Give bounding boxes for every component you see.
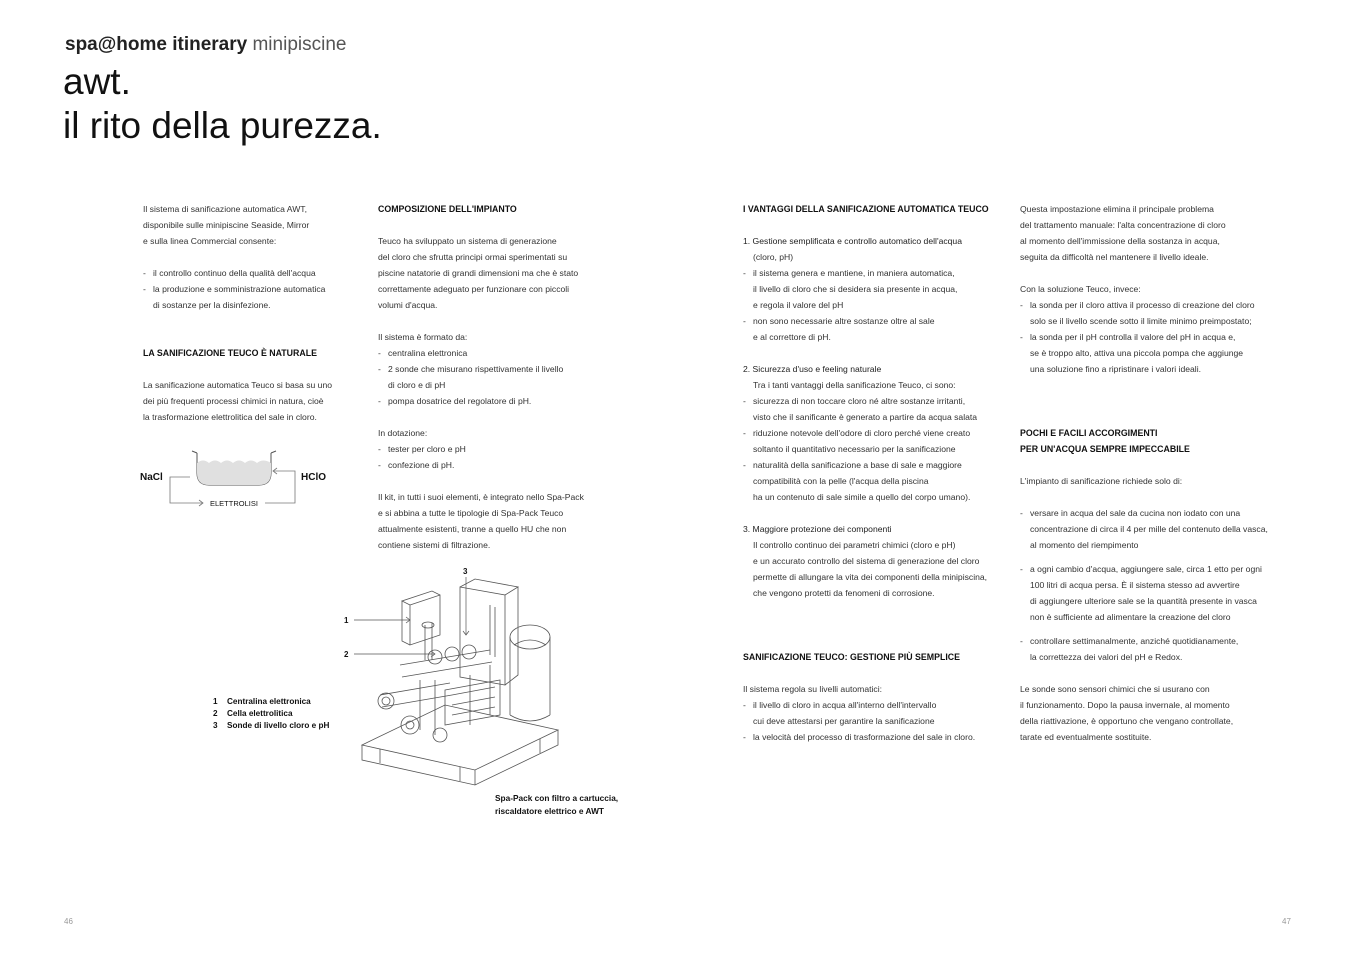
body-line: e un accurato controllo del sistema di generazione del cloro (753, 556, 980, 566)
section-heading: COMPOSIZIONE DELL'IMPIANTO (378, 204, 517, 214)
list-item: - non sono necessarie altre sostanze oltre al sale (743, 313, 1013, 329)
body-line: Tra i tanti vantaggi della sanificazione Teuco, ci sono: (753, 380, 956, 390)
list-intro: L'impianto di sanificazione richiede solo di: (1020, 476, 1183, 486)
numbered-title: 1. Gestione semplificata e controllo automatico dell'acqua (743, 236, 962, 246)
list-intro: Il sistema è formato da: (378, 332, 468, 342)
callout-1: 1 (344, 616, 349, 625)
list-item: - la sonda per il pH controlla il valore del pH in acqua e, (1020, 329, 1300, 345)
list-item-cont: concentrazione di circa il 4 per mille del contenuto della vasca, (1030, 524, 1268, 534)
list-item: - 2 sonde che misurano rispettivamente il livello (378, 361, 618, 377)
list-item: - centralina elettronica (378, 345, 618, 361)
list-item-cont: la correttezza dei valori del pH e Redox. (1030, 652, 1183, 662)
intro-line: disponibile sulle minipiscine Seaside, Mirror (143, 220, 310, 230)
list-item: - confezione di pH. (378, 457, 618, 473)
list-item-cont: solo se il livello scende sotto il limite minimo preimpostato; (1030, 316, 1252, 326)
list-item-cont: visto che il sanificante è generato a partire da acqua salata (753, 412, 978, 422)
numbered-title: 2. Sicurezza d'uso e feeling naturale (743, 364, 882, 374)
list-intro: Con la soluzione Teuco, invece: (1020, 284, 1141, 294)
list-item-cont: e al correttore di pH. (753, 332, 831, 342)
list-item: - riduzione notevole dell'odore di cloro perché viene creato (743, 425, 1013, 441)
list-item: - il livello di cloro in acqua all'interno dell'intervallo (743, 697, 1013, 713)
title-line-1: awt. (63, 61, 131, 102)
list-item-cont: e regola il valore del pH (753, 300, 844, 310)
intro-bullet: - la produzione e somministrazione automatica (143, 281, 358, 297)
callout-2: 2 (344, 650, 349, 659)
intro-bullet-cont: di sostanze per la disinfezione. (153, 300, 271, 310)
list-item-cont: cui deve attestarsi per garantire la sanificazione (753, 716, 935, 726)
section-heading: POCHI E FACILI ACCORGIMENTI (1020, 428, 1158, 438)
list-item: - pompa dosatrice del regolatore di pH. (378, 393, 618, 409)
diagram-bottom-label: ELETTROLISI (210, 499, 258, 508)
brand-line (65, 34, 346, 56)
page-number-right: 47 (1282, 917, 1291, 926)
column-composition (378, 201, 618, 553)
column-advantages (743, 201, 1013, 745)
section-heading: LA SANIFICAZIONE TEUCO È NATURALE (143, 348, 317, 358)
body-line: del trattamento manuale: l'alta concentrazione di cloro (1020, 220, 1226, 230)
brand-sub: minipiscine (252, 34, 347, 55)
body-line: piscine natatorie di grandi dimensioni ma che è stato (378, 268, 579, 278)
body-line: del cloro che sfrutta principi ormai sperimentati su (378, 252, 568, 262)
column-solution (1020, 201, 1300, 745)
caption-line: Spa-Pack con filtro a cartuccia, (495, 793, 619, 803)
intro-line: e sulla linea Commercial consente: (143, 236, 277, 246)
figure-caption (495, 792, 618, 818)
list-item-cont: soltanto il quantitativo necessario per la sanificazione (753, 444, 956, 454)
body-line: e si abbina a tutte le tipologie di Spa-Pack Teuco (378, 508, 564, 518)
column-intro (143, 201, 358, 425)
figure-legend (213, 696, 329, 732)
list-item-cont: di aggiungere ulteriore sale se la quantità presente in vasca (1030, 596, 1257, 606)
list-intro: Il sistema regola su livelli automatici: (743, 684, 882, 694)
brand-bold: spa@home itinerary (65, 34, 248, 55)
list-item: - versare in acqua del sale da cucina non iodato con una (1020, 505, 1300, 521)
body-line: Questa impostazione elimina il principale problema (1020, 204, 1214, 214)
list-item: - sicurezza di non toccare cloro né altre sostanze irritanti, (743, 393, 1013, 409)
spa-pack-illustration (340, 565, 580, 800)
list-item-cont: di cloro e di pH (388, 380, 446, 390)
list-item: - la sonda per il cloro attiva il processo di creazione del cloro (1020, 297, 1300, 313)
body-line: il funzionamento. Dopo la pausa invernale, al momento (1020, 700, 1230, 710)
legend-item: 2 Cella elettrolitica (213, 709, 293, 718)
list-item-cont: una soluzione fino a ripristinare i valori ideali. (1030, 364, 1202, 374)
body-line: contiene sistemi di filtrazione. (378, 540, 491, 550)
body-line: seguita da difficoltà nel mantenere il livello ideale. (1020, 252, 1209, 262)
section-heading: I VANTAGGI DELLA SANIFICAZIONE AUTOMATICA TEUCO (743, 204, 989, 214)
callout-3: 3 (463, 567, 468, 576)
body-line: dei più frequenti processi chimici in natura, cioè (143, 396, 324, 406)
numbered-title-cont: (cloro, pH) (753, 252, 794, 262)
body-line: correttamente adeguato per funzionare con piccoli (378, 284, 570, 294)
intro-line: Il sistema di sanificazione automatica AWT, (143, 204, 307, 214)
body-line: Teuco ha sviluppato un sistema di generazione (378, 236, 557, 246)
list-intro: In dotazione: (378, 428, 428, 438)
body-line: tarate ed eventualmente sostituite. (1020, 732, 1152, 742)
list-item: - naturalità della sanificazione a base di sale e maggiore (743, 457, 1013, 473)
page-number-left: 46 (64, 917, 73, 926)
body-line: al momento dell'immissione della sostanza in acqua, (1020, 236, 1220, 246)
body-line: attualmente esistenti, tranne a quello HU che non (378, 524, 567, 534)
list-item: - la velocità del processo di trasformazione del sale in cloro. (743, 729, 1013, 745)
legend-item: 1 Centralina elettronica (213, 697, 311, 706)
list-item-cont: compatibilità con la pelle (l'acqua della piscina (753, 476, 929, 486)
list-item: - il sistema genera e mantiene, in maniera automatica, (743, 265, 1013, 281)
electrolysis-diagram (135, 445, 335, 515)
list-item-cont: non è sufficiente ad alimentare la creazione del cloro (1030, 612, 1231, 622)
body-line: Il controllo continuo dei parametri chimici (cloro e pH) (753, 540, 956, 550)
body-line: volumi d'acqua. (378, 300, 438, 310)
section-heading: PER UN'ACQUA SEMPRE IMPECCABILE (1020, 444, 1190, 454)
list-item-cont: 100 litri di acqua persa. È il sistema stesso ad avvertire (1030, 580, 1240, 590)
body-line: La sanificazione automatica Teuco si basa su uno (143, 380, 333, 390)
body-line: Le sonde sono sensori chimici che si usurano con (1020, 684, 1210, 694)
section-heading: SANIFICAZIONE TEUCO: GESTIONE PIÙ SEMPLICE (743, 652, 961, 662)
title-line-2: il rito della purezza. (63, 105, 382, 146)
list-item: - controllare settimanalmente, anziché quotidianamente, (1020, 633, 1300, 649)
diagram-right-label: HClO (301, 472, 326, 483)
body-line: della riattivazione, è opportuno che vengano controllate, (1020, 716, 1234, 726)
body-line: che vengono protetti da fenomeni di corrosione. (753, 588, 935, 598)
body-line: Il kit, in tutti i suoi elementi, è integrato nello Spa-Pack (378, 492, 584, 502)
intro-bullet: - il controllo continuo della qualità dell'acqua (143, 265, 358, 281)
list-item-cont: il livello di cloro che si desidera sia presente in acqua, (753, 284, 958, 294)
list-item-cont: se è troppo alto, attiva una piccola pompa che aggiunge (1030, 348, 1244, 358)
diagram-left-label: NaCl (140, 472, 163, 483)
caption-line: riscaldatore elettrico e AWT (495, 806, 604, 816)
body-line: la trasformazione elettrolitica del sale in cloro. (143, 412, 317, 422)
list-item: - a ogni cambio d'acqua, aggiungere sale, circa 1 etto per ogni (1020, 561, 1300, 577)
page-title (63, 60, 382, 148)
legend-item: 3 Sonde di livello cloro e pH (213, 721, 330, 730)
list-item-cont: al momento del riempimento (1030, 540, 1139, 550)
list-item: - tester per cloro e pH (378, 441, 618, 457)
body-line: permette di allungare la vita dei componenti della minipiscina, (753, 572, 988, 582)
numbered-title: 3. Maggiore protezione dei componenti (743, 524, 892, 534)
list-item-cont: ha un contenuto di sale simile a quello del corpo umano). (753, 492, 971, 502)
